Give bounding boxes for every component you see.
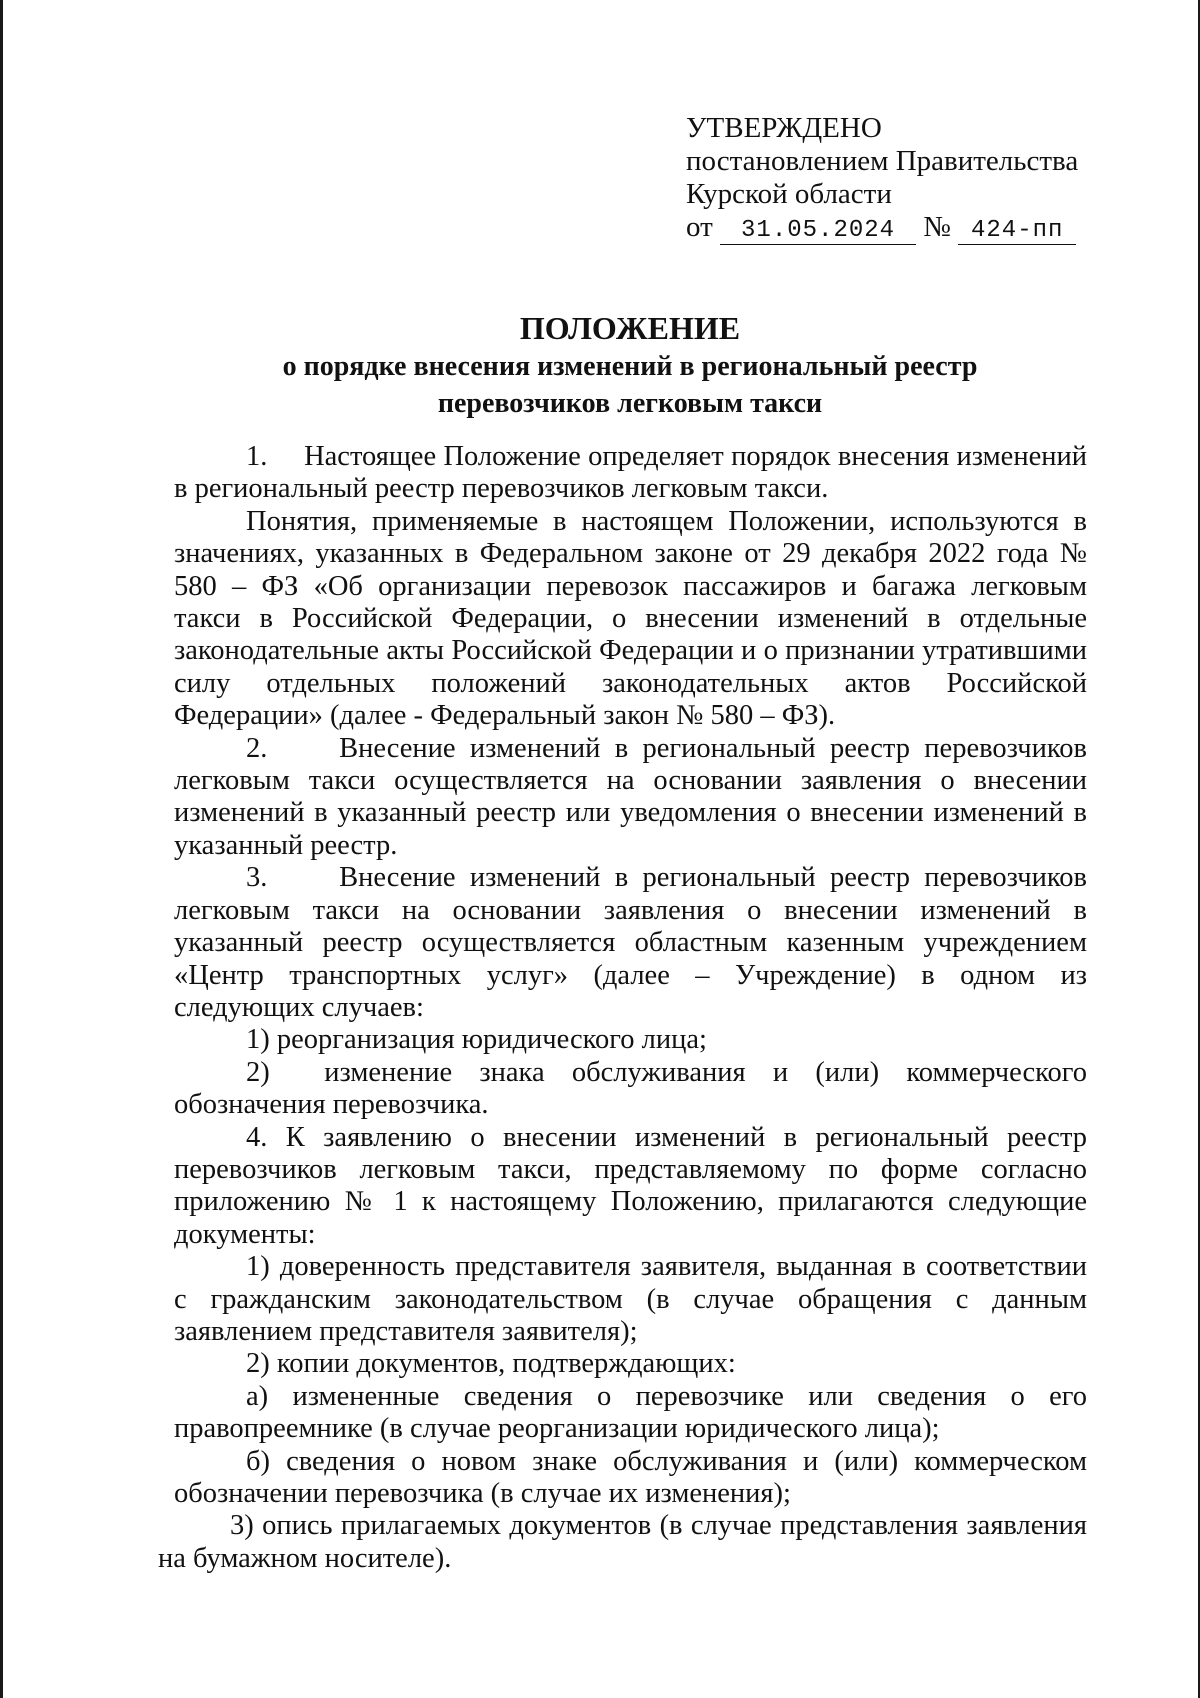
document-subtitle-line-1: о порядке внесения изменений в региональный реестр [282, 351, 978, 382]
document-title-block [180, 308, 1080, 422]
list-item-4-1: 1) доверенность представителя заявителя, выданная в соответствии с гражданским законодательством (в случае обращения с данным заявлением представителя заявителя); [174, 1251, 1087, 1347]
date-value: 31.05.2024 [720, 218, 916, 245]
document-body [158, 441, 1087, 1575]
date-prefix: от [686, 211, 713, 243]
list-item-3-2: 2) изменение знака обслуживания и (или) коммерческого обозначения перевозчика. [174, 1056, 1087, 1121]
approval-line-region: Курской области [686, 178, 892, 210]
approval-stamp-block [686, 112, 1126, 245]
approval-date-number-line [686, 211, 1126, 245]
paragraph-2: 2. Внесение изменений в региональный реестр перевозчиков легковым такси осуществляется на основании заявления о внесении изменений в указанный реестр или уведомления о внесении изменений в указанный реестр. [174, 732, 1087, 861]
number-prefix: № [923, 211, 951, 243]
paragraph-3: 3. Внесение изменений в региональный реестр перевозчиков легковым такси на основании заявления о внесении изменений в указанный реестр осуществляется областным казенным учреждением «Центр транспортных услуг» (далее – Учреждение) в одном из следующих случаев: [174, 862, 1087, 1023]
paragraph-4: 4. К заявлению о внесении изменений в региональный реестр перевозчиков легковым такси, представляемому по форме согласно приложению № 1 к настоящему Положению, прилагаются следующие документы: [174, 1121, 1087, 1250]
document-subtitle-line-2: перевозчиков легковым такси [437, 388, 823, 419]
document-title: ПОЛОЖЕНИЕ [519, 310, 741, 346]
list-item-4-2: 2) копии документов, подтверждающих: [246, 1348, 736, 1380]
scan-edge-left [0, 0, 3, 1698]
list-item-3-1: 1) реорганизация юридического лица; [246, 1024, 707, 1056]
number-value: 424-пп [958, 218, 1076, 245]
paragraph-definitions: Понятия, применяемые в настоящем Положении, используются в значениях, указанных в Федеральном законе от 29 декабря 2022 года № 580 – ФЗ «Об организации перевозок пассажиров и багажа легковым такси в Российской Федерации, о внесении изменений в отдельные законодательные акты Российской Федерации и о признании утратившими силу отдельных положений законодательных актов Российской Федерации» (далее - Федеральный закон № 580 – ФЗ). [174, 505, 1087, 732]
list-item-4-2-a: а) измененные сведения о перевозчике или сведения о его правопреемнике (в случае реорганизации юридического лица); [174, 1380, 1087, 1445]
approval-heading: УТВЕРЖДЕНО [686, 112, 882, 144]
paragraph-1: 1. Настоящее Положение определяет порядок внесения изменений в региональный реестр перевозчиков легковым такси. [174, 441, 1087, 505]
approval-line-decree: постановлением Правительства [686, 145, 1079, 177]
list-item-4-2-b: б) сведения о новом знаке обслуживания и (или) коммерческом обозначении перевозчика (в случае их изменения); [174, 1445, 1087, 1509]
list-item-4-3: 3) опись прилагаемых документов (в случае представления заявления на бумажном носителе). [158, 1510, 1087, 1574]
